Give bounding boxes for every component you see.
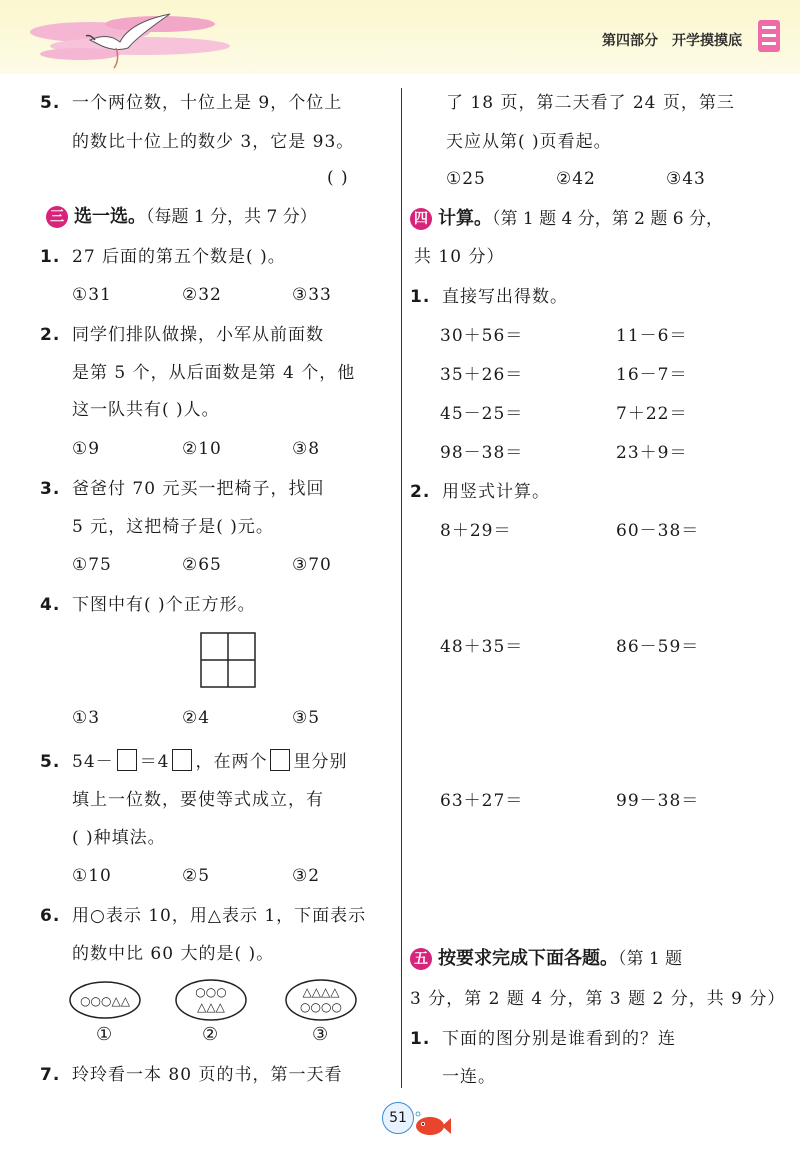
section4-note2: 共 10 分） <box>414 247 505 267</box>
section3-heading: 三 选一选。（每题 1 分，共 7 分） <box>46 206 317 228</box>
s5-q1-line1: 1. 下面的图分别是谁看到的？连 <box>410 1029 676 1049</box>
part-label: 第四部分 <box>602 33 658 49</box>
calc-row: 30＋56＝ 11－6＝ <box>440 326 688 346</box>
blank-box-2[interactable] <box>172 749 192 771</box>
q2-options: ①9 ②10 ③8 <box>72 439 321 459</box>
blank-box-1[interactable] <box>117 749 137 771</box>
q6-line2: 的数中比 60 大的是( )。 <box>72 944 275 964</box>
q5-top-line2: 的数比十位上的数少 3，它是 93。 <box>72 132 355 152</box>
q5-line1: 5. 54－ ＝4 ，在两个 里分别 <box>40 749 347 773</box>
section4-badge: 四 <box>410 208 432 230</box>
s5-q1-line2: 一连。 <box>442 1067 496 1087</box>
q4-options: ①3 ②4 ③5 <box>72 708 321 728</box>
section5-note2: 3 分，第 2 题 4 分，第 3 题 2 分，共 9 分） <box>410 989 786 1009</box>
oval-label-1: ① <box>96 1024 113 1045</box>
header-title <box>588 30 742 50</box>
square-grid-figure <box>200 632 256 688</box>
blank-box-3 <box>270 749 290 771</box>
section3-badge: 三 <box>46 206 68 228</box>
q5-line2: 填上一位数，要使等式成立，有 <box>72 790 324 810</box>
oval-option-1[interactable] <box>68 980 142 1020</box>
q2-line1: 2. 同学们排队做操，小军从前面数 <box>40 325 324 345</box>
fish-icon <box>412 1110 452 1138</box>
q3-line2: 5 元，这把椅子是( )元。 <box>72 517 274 537</box>
svg-text:△△△: △△△ <box>197 1000 225 1014</box>
q6-line1: 6. 用○表示 10，用△表示 1，下面表示 <box>40 906 367 926</box>
q3-line1: 3. 爸爸付 70 元买一把椅子，找回 <box>40 479 325 499</box>
q3-options: ①75 ②65 ③70 <box>72 555 332 575</box>
q7-cont-line2: 天应从第( )页看起。 <box>446 132 612 152</box>
page-number: 51 <box>382 1102 414 1134</box>
oval-label-2: ② <box>202 1024 219 1045</box>
svg-text:△△△△: △△△△ <box>302 985 340 999</box>
oval-label-3: ③ <box>312 1024 329 1045</box>
vertical-calc-row: 48＋35＝ 86－59＝ <box>440 637 700 657</box>
q5-top-answer-paren[interactable]: ( ) <box>327 168 349 188</box>
q7-options: ①25 ②42 ③43 <box>446 169 706 189</box>
q5-options: ①10 ②5 ③2 <box>72 866 321 886</box>
calc-q2-title: 2. 用竖式计算。 <box>410 482 550 502</box>
q5-top-line1: 5. 一个两位数，十位上是 9，个位上 <box>40 93 343 113</box>
section5-heading: 五 按要求完成下面各题。（第 1 题 <box>410 948 682 970</box>
oval-option-2[interactable] <box>174 978 248 1022</box>
q1-line1: 1. 27 后面的第五个数是( )。 <box>40 247 286 267</box>
q5-line3: ( )种填法。 <box>72 828 166 848</box>
pink-tab-icon <box>756 16 782 56</box>
q2-line3: 这一队共有( )人。 <box>72 400 220 420</box>
svg-text:○○○: ○○○ <box>195 985 227 999</box>
vertical-calc-row: 8＋29＝ 60－38＝ <box>440 521 700 541</box>
calc-row: 45－25＝ 7＋22＝ <box>440 404 688 424</box>
calc-row: 98－38＝ 23＋9＝ <box>440 443 688 463</box>
q7-line1: 7. 玲玲看一本 80 页的书，第一天看 <box>40 1065 343 1085</box>
oval-option-3[interactable] <box>284 978 358 1022</box>
seagull-cloud-decoration <box>20 2 260 74</box>
q1-options: ①31 ②32 ③33 <box>72 285 332 305</box>
calc-row: 35＋26＝ 16－7＝ <box>440 365 688 385</box>
column-divider <box>401 88 402 1088</box>
calc-q1-title: 1. 直接写出得数。 <box>410 287 568 307</box>
section-title: 开学摸摸底 <box>672 33 742 49</box>
svg-text:○○○△△: ○○○△△ <box>80 994 130 1008</box>
q7-cont-line1: 了 18 页，第二天看了 24 页，第三 <box>446 93 735 113</box>
section4-heading: 四 计算。（第 1 题 4 分，第 2 题 6 分， <box>410 208 723 230</box>
q4-line1: 4. 下图中有( )个正方形。 <box>40 595 256 615</box>
svg-text:○○○○: ○○○○ <box>300 1000 342 1014</box>
section5-badge: 五 <box>410 948 432 970</box>
q2-line2: 是第 5 个，从后面数是第 4 个，他 <box>72 363 356 383</box>
vertical-calc-row: 63＋27＝ 99－38＝ <box>440 791 700 811</box>
